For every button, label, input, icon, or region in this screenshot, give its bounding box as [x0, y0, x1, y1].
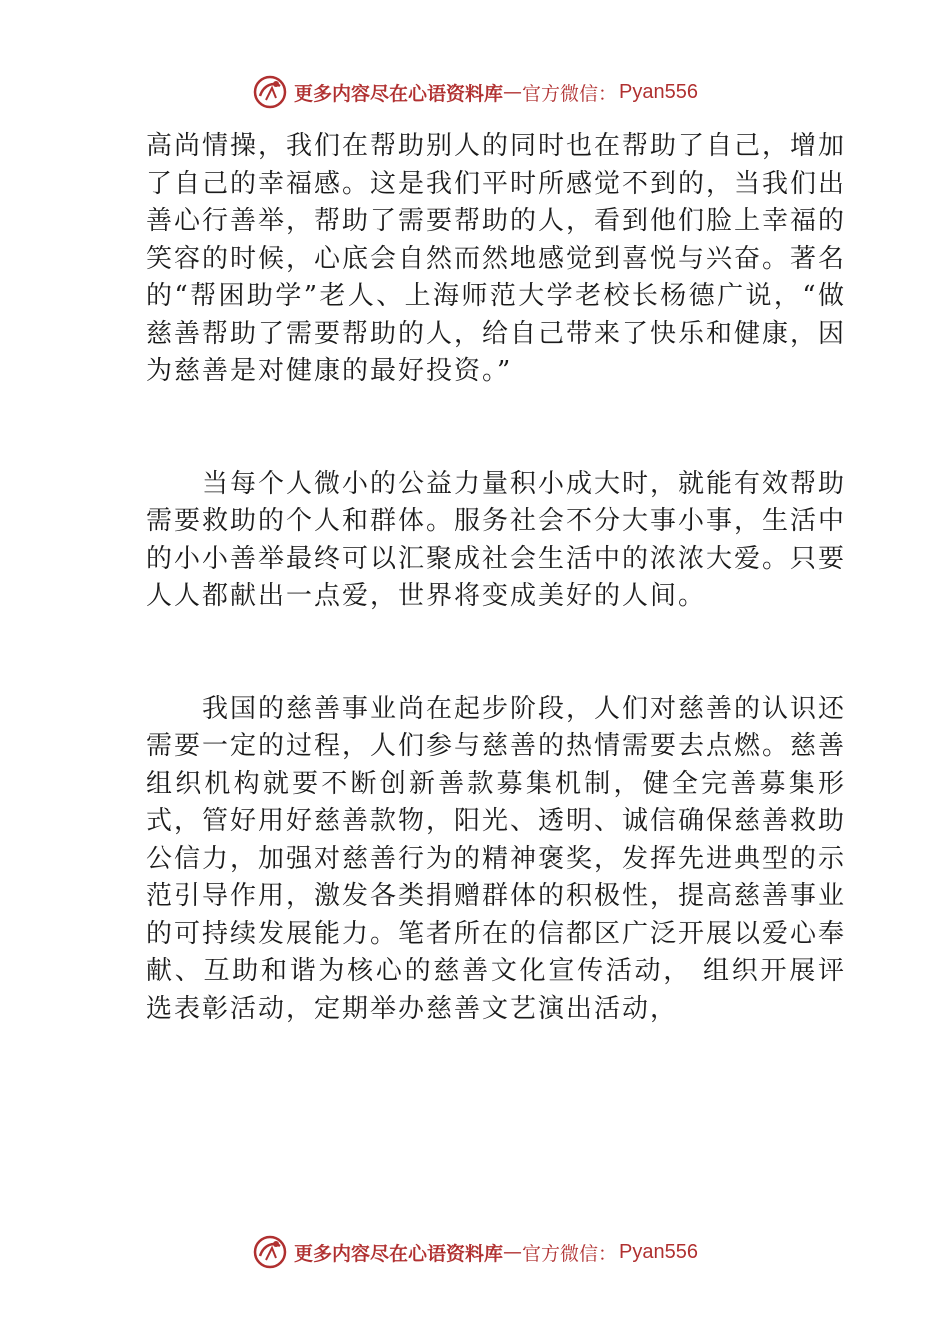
paragraph-gap	[146, 616, 846, 691]
paragraph-1: 高尚情操，我们在帮助别人的同时也在帮助了自己，增加了自己的幸福感。这是我们平时所感觉不到的，当我们出善心行善举，帮助了需要帮助的人，看到他们脸上幸福的笑容的时候，心底会自然而然地感觉到喜悦与兴奋。著名的“帮困助学”老人、上海师范大学老校长杨德广说，“做慈善帮助了需要帮助的人，给自己带来了快乐和健康，因为慈善是对健康的最好投资。”	[146, 131, 847, 386]
header-brand-text: 更多内容尽在心语资料库	[294, 82, 504, 105]
footer-dash: —	[503, 1241, 523, 1263]
brand-logo-icon	[252, 1234, 288, 1270]
brand-logo-icon	[252, 74, 288, 110]
header-dash: —	[503, 81, 523, 103]
header-wechat-id: Pyan556	[619, 80, 698, 103]
paragraph-2: 当每个人微小的公益力量积小成大时，就能有效帮助需要救助的个人和群体。服务社会不分大事小事，生活中的小小善举最终可以汇聚成社会生活中的浓浓大爱。只要人人都献出一点爱，世界将变成美好的人间。	[146, 468, 847, 611]
footer-wechat-id: Pyan556	[619, 1240, 698, 1263]
paragraph-gap	[146, 391, 846, 466]
footer-brand-text: 更多内容尽在心语资料库	[294, 1242, 504, 1265]
header-banner	[0, 70, 950, 114]
footer-banner	[0, 1230, 950, 1274]
document-body	[146, 128, 846, 1028]
footer-contact-label: 官方微信：	[522, 1242, 618, 1265]
header-contact-label: 官方微信：	[522, 82, 618, 105]
paragraph-3: 我国的慈善事业尚在起步阶段，人们对慈善的认识还需要一定的过程，人们参与慈善的热情需要去点燃。慈善组织机构就要不断创新善款募集机制，健全完善募集形式，管好用好慈善款物，阳光、透明、诚信确保慈善救助公信力，加强对慈善行为的精神褒奖，发挥先进典型的示范引导作用，激发各类捐赠群体的积极性，提高慈善事业的可持续发展能力。笔者所在的信都区广泛开展以爱心奉献、互助和谐为核心的慈善文化宣传活动， 组织开展评选表彰活动，定期举办慈善文艺演出活动，	[146, 693, 847, 1024]
